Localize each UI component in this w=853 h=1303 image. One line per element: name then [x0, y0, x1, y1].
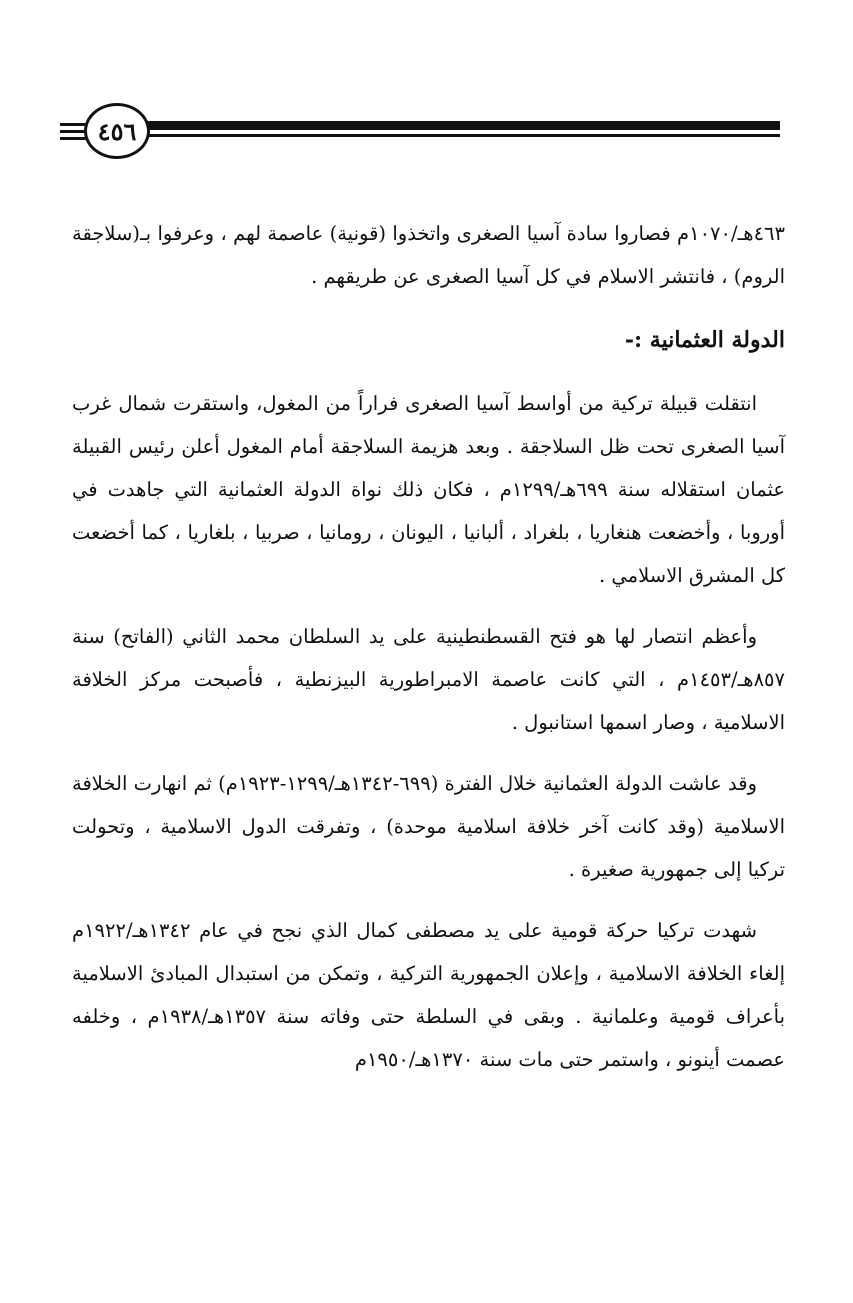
paragraph-constantinople: وأعظم انتصار لها هو فتح القسطنطينية على يد السلطان محمد الثاني (الفاتح) سنة ٨٥٧هـ/١٤٥٣م ، التي كانت عاصمة الامبراطورية البيزنطية ، فأصبحت مركز الخلافة الاسلامية ، وصار اسمها استانبول .	[72, 625, 785, 734]
section-heading: الدولة العثمانية :-	[624, 327, 785, 353]
paragraph-turkish-republic: شهدت تركيا حركة قومية على يد مصطفى كمال الذي نجح في عام ١٣٤٢هـ/١٩٢٢م إلغاء الخلافة الاسلامية ، وإعلان الجمهورية التركية ، وتمكن من استبدال المبادئ الاسلامية بأعراف قومية وعلمانية . وبقى في السلطة حتى وفاته سنة ١٣٥٧هـ/١٩٣٨م ، وخلفه عصمت أينونو ، واستمر حتى مات سنة ١٣٧٠هـ/١٩٥٠م	[72, 919, 786, 1071]
page-number: ٤٥٦	[84, 103, 150, 159]
header-rule-thin	[148, 134, 780, 137]
paragraph-ottoman-origin: انتقلت قبيلة تركية من أواسط آسيا الصغرى فراراً من المغول، واستقرت شمال غرب آسيا الصغرى تحت ظل السلاجقة . وبعد هزيمة السلاجقة أمام المغول أعلن رئيس القبيلة عثمان استقلاله سنة ٦٩٩هـ/١٢٩٩م ، فكان ذلك نواة الدولة العثمانية التي جاهدت في أوروبا ، وأخضعت هنغاريا ، بلغراد ، ألبانيا ، اليونان ، رومانيا ، صربيا ، بلغاريا ، كما أخضعت كل المشرق الاسلامي .	[72, 392, 785, 587]
paragraph-ottoman-period: وقد عاشت الدولة العثمانية خلال الفترة (٦٩٩-١٣٤٢هـ/١٢٩٩-١٩٢٣م) ثم انهارت الخلافة الاسلامية (وقد كانت آخر خلافة اسلامية موحدة) ، وتفرقت الدول الاسلامية ، وتحولت تركيا إلى جمهورية صغيرة .	[72, 772, 785, 881]
header-rule-left	[60, 137, 88, 140]
paragraph-continuation: ٤٦٣هـ/١٠٧٠م فصاروا سادة آسيا الصغرى واتخذوا (قونية) عاصمة لهم ، وعرفوا بـ(سلاجقة الروم) ، فانتشر الاسلام في كل آسيا الصغرى عن طريقهم .	[72, 222, 785, 288]
page-header	[60, 103, 780, 165]
header-rule-thick	[148, 121, 780, 130]
page-content	[72, 212, 785, 1081]
